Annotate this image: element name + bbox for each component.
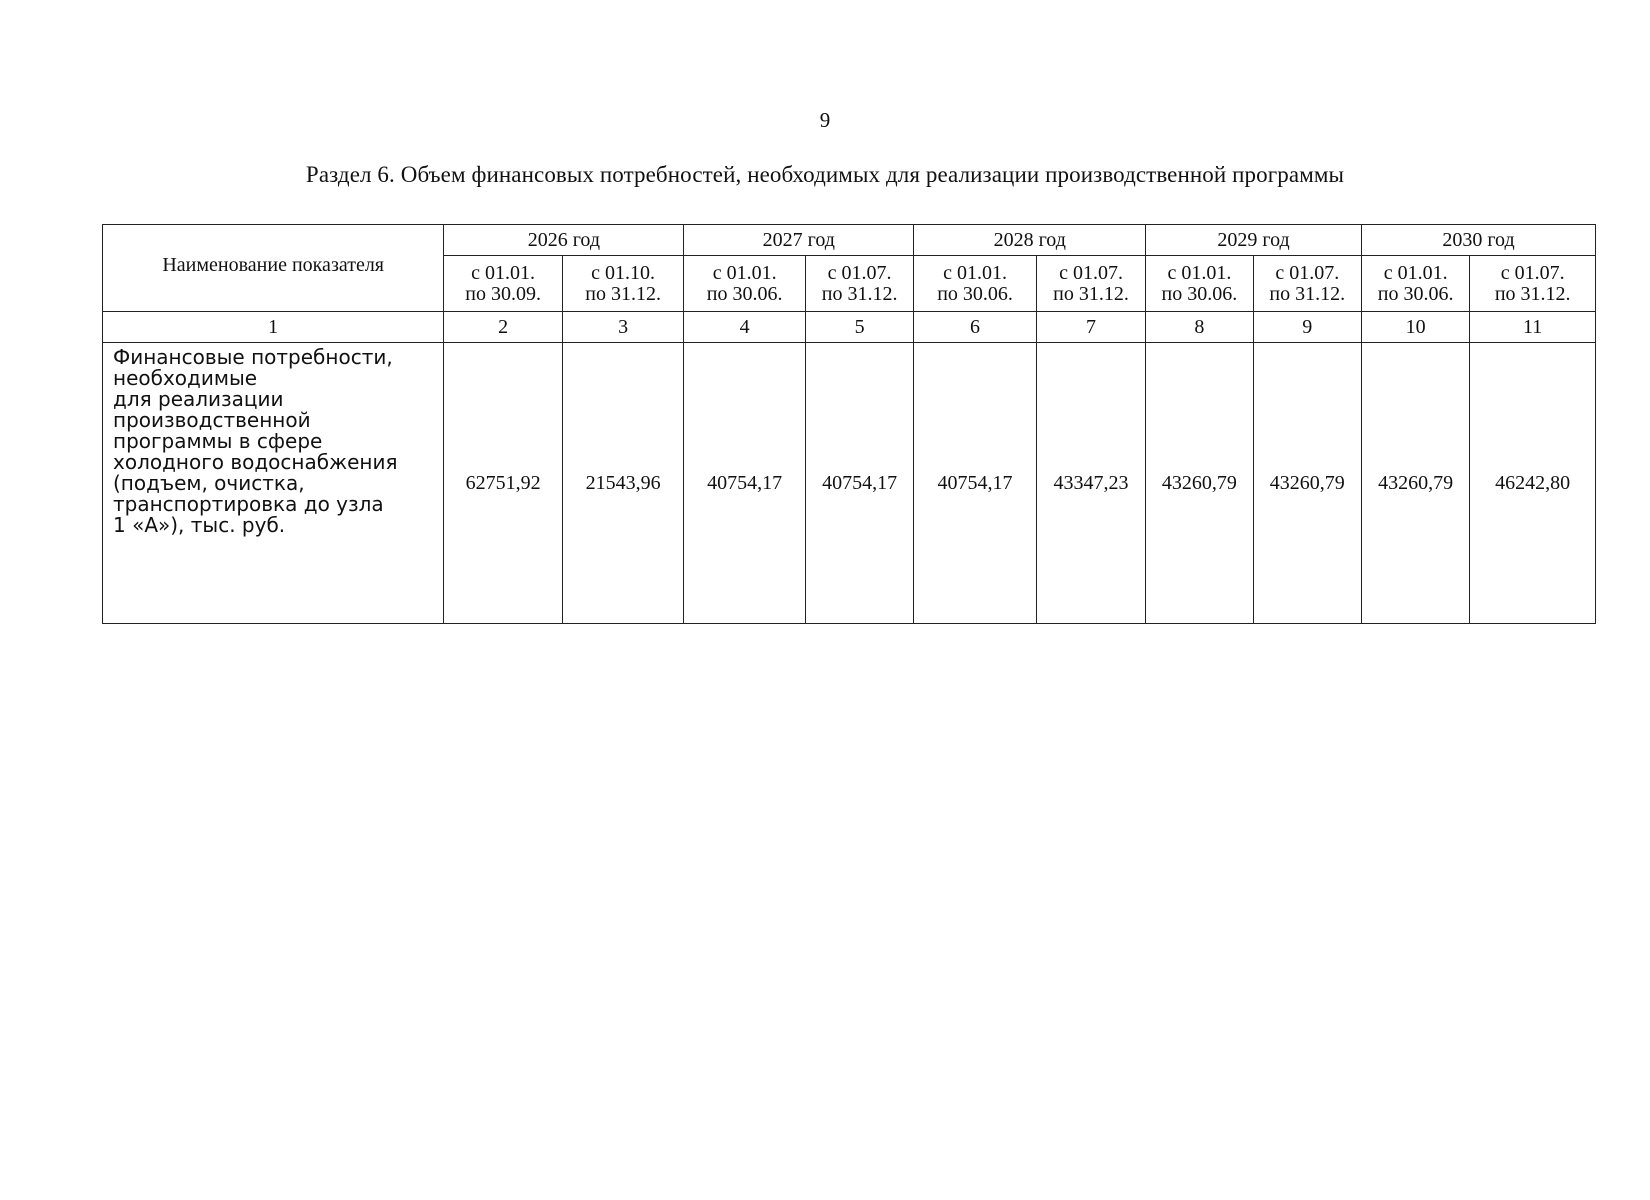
column-number: 3 — [562, 312, 684, 343]
year-header-2028: 2028 год — [914, 225, 1146, 256]
period-from: с 01.01. — [712, 261, 777, 284]
period-header — [1361, 256, 1469, 312]
period-to: по 30.09. — [465, 282, 541, 305]
indicator-name-line: для реализации — [113, 387, 284, 411]
period-from: с 01.07. — [1059, 261, 1123, 284]
column-number: 9 — [1253, 312, 1361, 343]
column-number: 2 — [444, 312, 563, 343]
period-header — [562, 256, 684, 312]
period-header — [1470, 256, 1596, 312]
period-to: по 31.12. — [585, 282, 661, 305]
value-cell: 40754,17 — [684, 343, 806, 624]
page-number: 9 — [819, 108, 831, 132]
column-number-row — [103, 312, 1596, 343]
year-header-2027: 2027 год — [684, 225, 914, 256]
column-number: 10 — [1361, 312, 1469, 343]
period-from: с 01.01. — [1167, 261, 1232, 284]
year-header-2030: 2030 год — [1361, 225, 1595, 256]
year-header-2029: 2029 год — [1146, 225, 1362, 256]
indicator-name-line: (подъем, очистка, — [113, 471, 305, 495]
column-number: 11 — [1470, 312, 1596, 343]
period-to: по 30.06. — [1161, 282, 1238, 305]
period-to: по 31.12. — [1494, 282, 1571, 305]
indicator-name-line: 1 «А»), тыс. руб. — [113, 513, 286, 537]
column-number: 7 — [1036, 312, 1145, 343]
period-header — [684, 256, 806, 312]
period-header — [1253, 256, 1361, 312]
period-to: по 30.06. — [937, 282, 1013, 305]
year-header-row — [103, 225, 1596, 256]
period-header — [1036, 256, 1145, 312]
indicator-name-line: необходимые — [113, 366, 258, 390]
value-cell: 43260,79 — [1146, 343, 1253, 624]
column-number: 4 — [684, 312, 806, 343]
period-to: по 30.06. — [706, 282, 783, 305]
period-from: с 01.07. — [1500, 261, 1565, 284]
value-cell: 21543,96 — [562, 343, 684, 624]
period-from: с 01.07. — [1275, 261, 1340, 284]
indicator-name — [103, 343, 444, 624]
value-cell: 40754,17 — [914, 343, 1037, 624]
indicator-name-line: производственной — [113, 408, 311, 432]
period-header — [1146, 256, 1253, 312]
period-from: с 01.01. — [471, 261, 536, 284]
column-number: 8 — [1146, 312, 1253, 343]
period-header — [914, 256, 1037, 312]
section-title: Раздел 6. Объем финансовых потребностей, необходимых для реализации производственной программы — [305, 162, 1345, 187]
table-row — [103, 343, 1596, 624]
period-to: по 30.06. — [1377, 282, 1454, 305]
period-from: с 01.01. — [943, 261, 1007, 284]
indicator-name-line: транспортировка до узла — [113, 492, 384, 516]
period-from: с 01.01. — [1383, 261, 1448, 284]
column-number: 6 — [914, 312, 1037, 343]
period-from: с 01.07. — [827, 261, 892, 284]
indicator-name-line: программы в сфере — [113, 429, 323, 453]
value-cell: 46242,80 — [1470, 343, 1596, 624]
value-cell: 43260,79 — [1361, 343, 1469, 624]
value-cell: 43260,79 — [1253, 343, 1361, 624]
period-to: по 31.12. — [821, 282, 898, 305]
indicator-name-line: Финансовые потребности, — [113, 345, 393, 369]
year-header-2026: 2026 год — [444, 225, 684, 256]
value-cell: 43347,23 — [1036, 343, 1145, 624]
column-number: 5 — [805, 312, 913, 343]
value-cell: 62751,92 — [444, 343, 563, 624]
column-number: 1 — [103, 312, 444, 343]
value-cell: 40754,17 — [805, 343, 913, 624]
financial-needs-table — [102, 224, 1596, 624]
period-from: с 01.10. — [591, 261, 656, 284]
period-to: по 31.12. — [1053, 282, 1129, 305]
period-header — [805, 256, 913, 312]
indicator-name-header: Наименование показателя — [103, 225, 444, 312]
period-to: по 31.12. — [1269, 282, 1346, 305]
period-header — [444, 256, 563, 312]
indicator-name-line: холодного водоснабжения — [113, 450, 398, 474]
